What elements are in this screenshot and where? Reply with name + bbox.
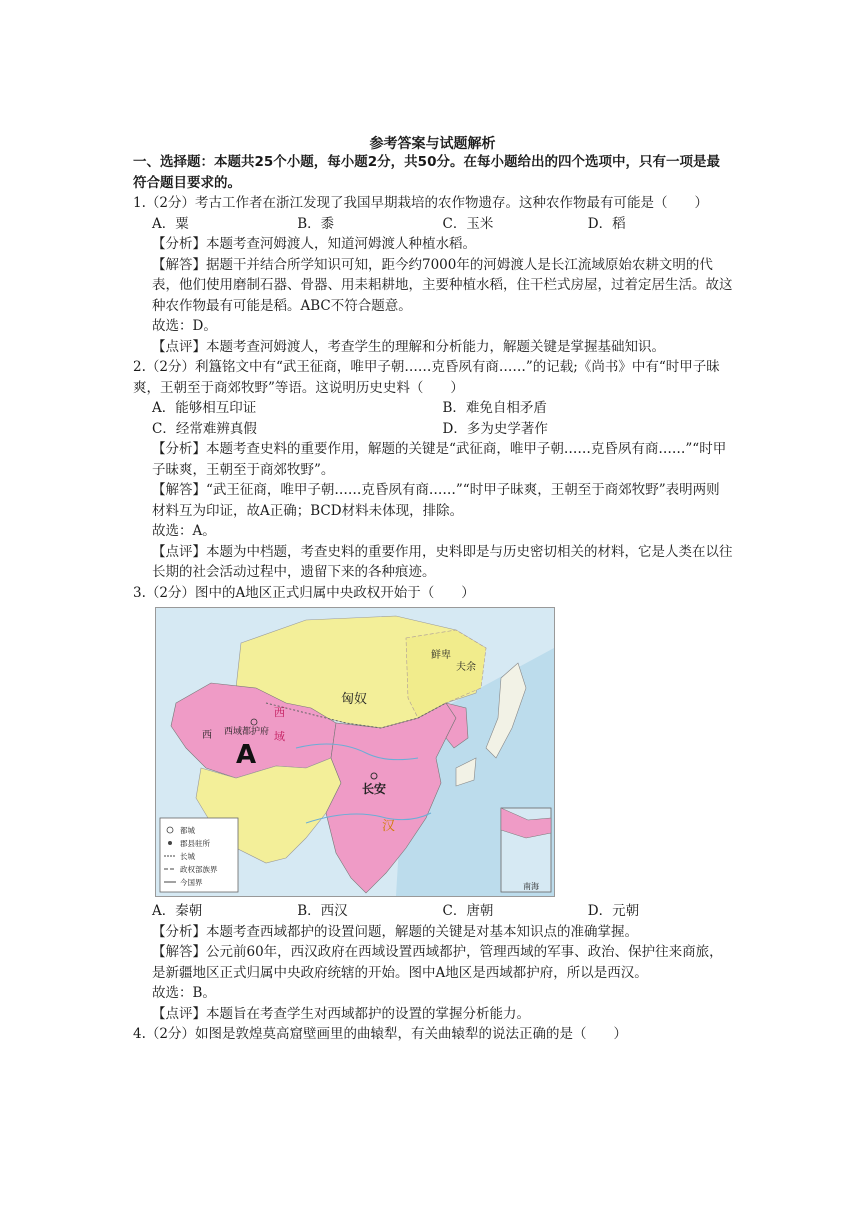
- q2-option-c: C．经常难辨真假: [152, 420, 257, 437]
- q1-comment: 【点评】本题考查河姆渡人，考查学生的理解和分析能力，解题关键是掌握基础知识。: [152, 338, 665, 355]
- q3-answer: 【解答】公元前60年，西汉政府在西域设置西域都护，管理西域的军事、政治、保护往来商旅，是新疆地区正式归属中央政府统辖的开始。图中A地区是西域都护府，所以是西汉。: [152, 944, 723, 981]
- q4-stem: 4.（2分）如图是敦煌莫高窟壁画里的曲辕犁，有关曲辕犁的说法正确的是（ ）: [133, 1026, 627, 1042]
- q1-option-d: D．稻: [587, 215, 626, 232]
- map-label-yu: 域: [274, 730, 285, 743]
- legend-capital: 都城: [180, 826, 195, 835]
- legend-great-wall: 长城: [180, 852, 195, 861]
- legend-national-border: 今国界: [180, 878, 203, 887]
- map-label-xi-region: 西: [274, 706, 285, 719]
- q1-answer: 【解答】据题干并结合所学知识可知，距今约7000年的河姆渡人是长江流域原始农耕文明的代表，他们使用磨制石器、骨器、用耒耜耕地，主要种植水稻，住干栏式房屋，过着定居生活。故这种农作物最有可能是稻。ABC不符合题意。: [152, 256, 733, 314]
- q3-option-a: A．秦朝: [152, 903, 203, 919]
- q3-options: [133, 901, 733, 922]
- q2-options-row1: [133, 398, 733, 419]
- map-label-xianbei: 鲜卑: [431, 650, 451, 661]
- legend-boundary: 政权部族界: [180, 865, 218, 874]
- q1-analysis: 【分析】本题考查河姆渡人，知道河姆渡人种植水稻。: [152, 236, 476, 252]
- section-heading: 一、选择题：本题共25个小题，每小题2分，共50分。在每小题给出的四个选项中，只有一项是最符合题目要求的。: [133, 154, 720, 191]
- q1-option-c: C．玉米: [442, 215, 494, 232]
- q2-options-row2: [133, 419, 733, 440]
- q3-option-b: B．西汉: [297, 903, 348, 919]
- document-body: [133, 152, 733, 1045]
- legend-prefecture: 郡县驻所: [180, 839, 210, 848]
- q2-analysis: 【分析】本题考查史料的重要作用，解题的关键是“武征商，唯甲子朝……克昏夙有商……”“时甲子昧爽，王朝至于商郊牧野”。: [152, 441, 727, 478]
- q1-option-b: B．黍: [297, 215, 335, 232]
- q1-options: [133, 214, 733, 235]
- map-label-xiyu-duhufu: 西域都护府: [224, 727, 270, 737]
- q2-answer: 【解答】“武王征商，唯甲子朝……克昏夙有商……”“时甲子昧爽，王朝至于商郊牧野”表明两则材料互为印证，故A正确；BCD材料未体现，排除。: [152, 482, 720, 519]
- q1-option-a: A．粟: [152, 215, 189, 232]
- q2-option-d: D．多为史学著作: [442, 420, 548, 437]
- q3-stem: 3.（2分）图中的A地区正式归属中央政权开始于（ ）: [133, 584, 475, 601]
- q2-comment: 【点评】本题为中档题，考查史料的重要作用，史料即是与历史密切相关的材料，它是人类在以往长期的社会活动过程中，遗留下来的各种痕迹。: [152, 543, 733, 580]
- q3-analysis: 【分析】本题考查西域都护的设置问题，解题的关键是对基本知识点的准确掌握。: [152, 923, 638, 940]
- q3-option-c: C．唐朝: [442, 903, 494, 919]
- q2-option-b: B．难免自相矛盾: [442, 400, 547, 416]
- map-label-a: A: [236, 740, 257, 770]
- q3-option-d: D．元朝: [587, 903, 640, 919]
- map-label-changan: 长安: [362, 782, 387, 796]
- map-label-xi: 西: [202, 730, 212, 741]
- q1-stem: 1.（2分）考古工作者在浙江发现了我国早期栽培的农作物遗存。这种农作物最有可能是（ ）: [133, 195, 708, 211]
- han-dynasty-map: [155, 607, 555, 897]
- map-label-nanhai: 南海: [523, 882, 539, 891]
- q3-choice: 故选：B。: [152, 985, 216, 1001]
- q2-option-a: A．能够相互印证: [152, 400, 257, 416]
- map-label-han: 汉: [382, 819, 396, 834]
- q3-comment: 【点评】本题旨在考查学生对西域都护的设置的掌握分析能力。: [152, 1005, 530, 1022]
- q1-choice: 故选：D。: [152, 318, 217, 334]
- q2-stem: 2.（2分）利簋铭文中有“武王征商，唯甲子朝……克昏夙有商……”的记载;《尚书》中有“时甲子昧爽，王朝至于商郊牧野”等语。这说明历史史料（ ）: [133, 359, 720, 396]
- map-label-fuyu: 夫余: [456, 662, 476, 673]
- page-title: 参考答案与试题解析: [369, 136, 496, 152]
- map-label-xiongnu: 匈奴: [341, 692, 368, 707]
- q2-choice: 故选：A。: [152, 523, 216, 539]
